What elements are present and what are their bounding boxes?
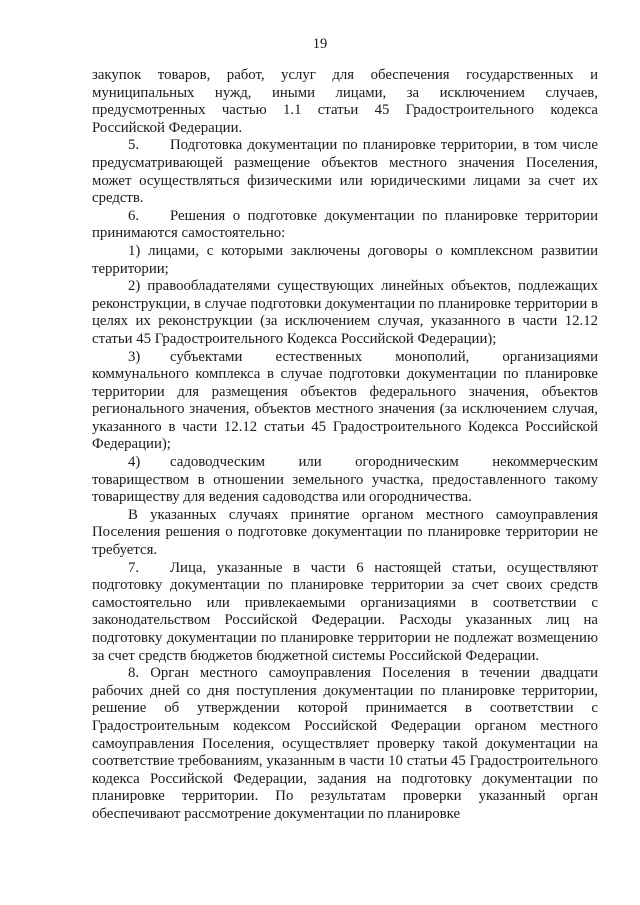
- paragraph-subitem-1: [92, 243, 598, 278]
- paragraph-subitem-2: [92, 278, 598, 348]
- paragraph-text: закупок товаров, работ, услуг для обеспечения государственных и муниципальных нужд, иными лицами, за исключением случаев, предусмотренных частью 1.1 статьи 45 Градостроительного кодекса Российской Федерации.: [92, 67, 598, 136]
- paragraph-text: садоводческим или огородническим некоммерческим товариществом в отношении земельного участка, предоставленного такому товариществу для ведения садоводства или огородничества.: [92, 454, 598, 506]
- paragraph-number: 6.: [128, 207, 140, 224]
- paragraph-text: субъектами естественных монополий, организациями коммунального комплекса в случае подготовки документации по планировке территории для размещения объектов федерального значения, объектов регионального значения, объектов местного значения (за исключением случая, указанного в части 12.12 статьи 45 Градостроительного Кодекса Российской Федерации);: [92, 348, 598, 453]
- paragraph-item-5: [92, 137, 598, 207]
- paragraph-text: 1) лицами, с которыми заключены договоры о комплексном развитии территории;: [92, 242, 598, 277]
- paragraph-subitem-4: [92, 454, 598, 507]
- paragraph-subitem-3: [92, 349, 598, 455]
- paragraph-text: Подготовка документации по планировке территории, в том числе предусматривающей размещение объектов местного значения Поселения, может осуществляться физическими или юридическими лицами за счет их средств.: [92, 137, 598, 207]
- paragraph-text: 8. Орган местного самоуправления Поселения в течении двадцати рабочих дней со дня поступления документации по планировке территории, решение об утверждении которой принимается в соответствии с Градостроительным кодексом Российской Федерации органом местного самоуправления Поселения, осуществляет проверку такой документации на соответствие требованиям, указанным в части 10 статьи 45 Градостроительного кодекса Российской Федерации, задания на подготовку документации по планировке территории. По результатам проверки указанный орган обеспечивают рассмотрение документации по планировке: [92, 665, 598, 822]
- paragraph-item-7: [92, 560, 598, 666]
- paragraph-number: 3): [128, 348, 141, 365]
- page-number: 19: [312, 36, 328, 52]
- paragraph-text: Лица, указанные в части 6 настоящей статьи, осуществляют подготовку документации по планировке территории за счет своих средств самостоятельно или привлекаемыми организациями в соответствии с законодательством Российской Федерации. Расходы указанных лиц на подготовку документации по планировке территории не подлежат возмещению за счет средств бюджетов бюджетной системы Российской Федерации.: [92, 559, 598, 664]
- paragraph-text: В указанных случаях принятие органом местного самоуправления Поселения решения о подготовке документации по планировке территории не требуется.: [92, 506, 598, 559]
- paragraph-item-6: [92, 208, 598, 243]
- paragraph-item-8: [92, 665, 598, 823]
- document-body: [92, 67, 598, 824]
- paragraph-number: 4): [128, 454, 141, 471]
- paragraph-number: 7.: [128, 559, 140, 576]
- paragraph-number: 5.: [128, 137, 140, 154]
- paragraph-note: [92, 507, 598, 560]
- paragraph-text: 2) правообладателями существующих линейных объектов, подлежащих реконструкции, в случае подготовки документации по планировке территории в целях их реконструкции (за исключением случая, указанного в части 12.12 статьи 45 Градостроительного Кодекса Российской Федерации);: [92, 278, 598, 347]
- paragraph-continuation: [92, 67, 598, 137]
- paragraph-text: Решения о подготовке документации по планировке территории принимаются самостоятельно:: [92, 207, 598, 242]
